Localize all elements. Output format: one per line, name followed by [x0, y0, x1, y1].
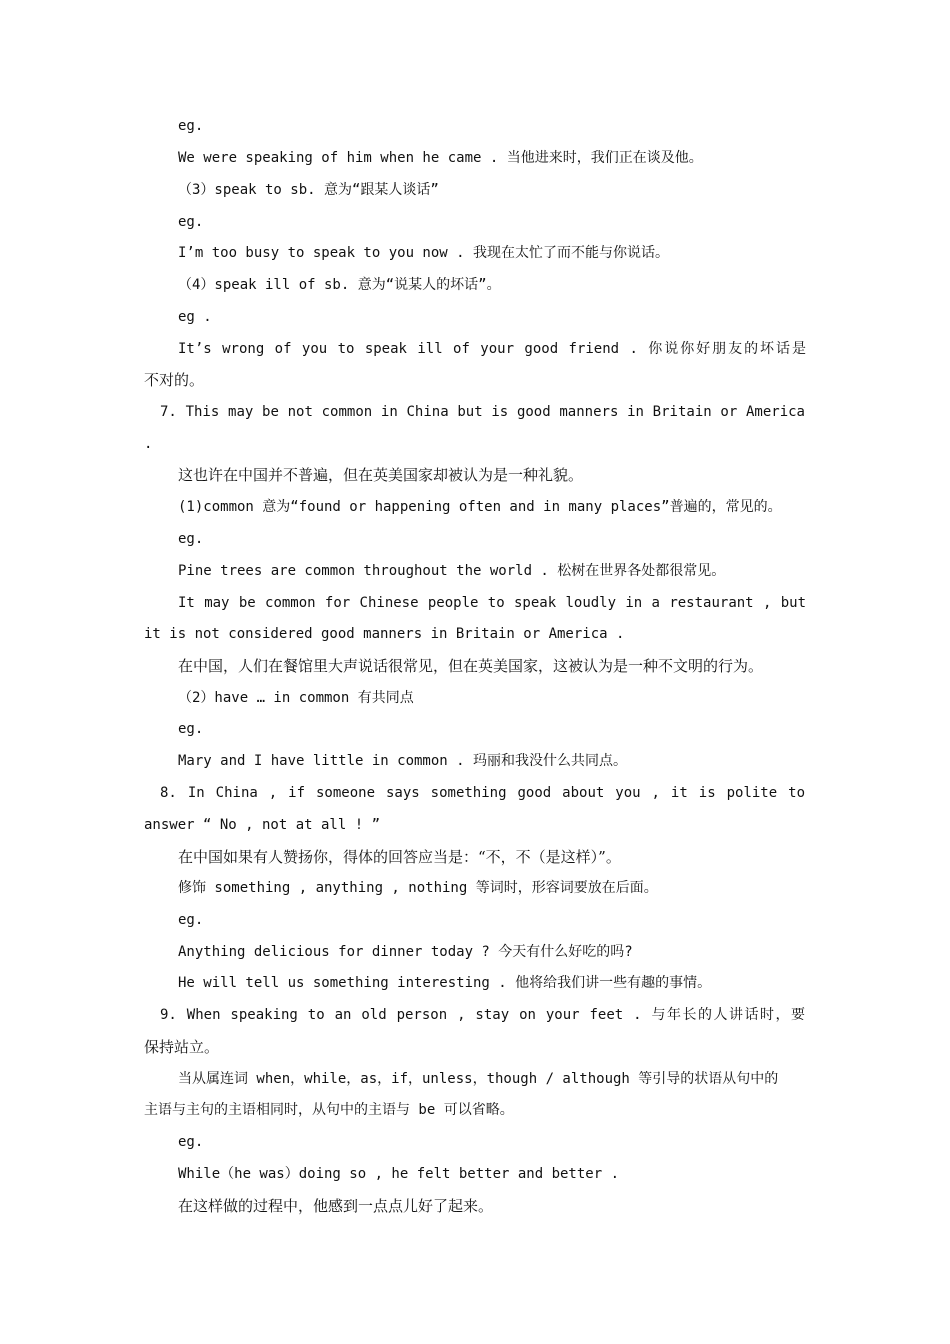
text-line: 这也许在中国并不普遍，但在英美国家却被认为是一种礼貌。 [178, 466, 584, 484]
text-line: it is not considered good manners in Britain or America . [144, 626, 625, 642]
text-line: （4）speak ill of sb. 意为“说某人的坏话”。 [178, 277, 501, 293]
text-line: answer “ No , not at all ! ” [144, 817, 381, 833]
text-line: eg. [178, 1134, 204, 1150]
text-line: Mary and I have little in common . 玛丽和我没什么共同点。 [178, 753, 628, 769]
text-line: Anything delicious for dinner today ? 今天有什么好吃的吗? [178, 944, 633, 960]
numbered-item-8: 8. In China , if someone says something good about you , it is polite to [160, 785, 805, 801]
text-line: eg. [178, 531, 204, 547]
text-line: 不对的。 [144, 371, 205, 389]
text-line: Pine trees are common throughout the world . 松树在世界各处都很常见。 [178, 563, 726, 579]
text-line: 在中国，人们在餐馆里大声说话很常见，但在英美国家，这被认为是一种不文明的行为。 [178, 657, 764, 675]
text-line: eg . [178, 309, 212, 325]
numbered-item-7: 7. This may be not common in China but is good manners in Britain or America [160, 404, 805, 420]
text-line: 当从属连词 when，while，as，if，unless，though / although 等引导的状语从句中的 [178, 1071, 779, 1087]
text-line: It’s wrong of you to speak ill of your good friend . 你说你好朋友的坏话是 [178, 341, 806, 357]
numbered-item-9: 9. When speaking to an old person , stay on your feet . 与年长的人讲话时，要 [160, 1007, 805, 1023]
text-line: （3）speak to sb. 意为“跟某人谈话” [178, 182, 439, 198]
text-line: eg. [178, 912, 204, 928]
text-line: 修饰 something , anything , nothing 等词时，形容词要放在后面。 [178, 880, 658, 896]
text-line: eg. [178, 214, 204, 230]
text-line: He will tell us something interesting . 他将给我们讲一些有趣的事情。 [178, 975, 712, 991]
text-line: We were speaking of him when he came . 当他进来时，我们正在谈及他。 [178, 150, 703, 166]
text-line: While（he was）doing so , he felt better and better . [178, 1166, 620, 1182]
text-line: eg. [178, 118, 204, 134]
text-line: (1)common 意为“found or happening often and in many places”普遍的，常见的。 [178, 499, 782, 515]
text-line: I’m too busy to speak to you now . 我现在太忙了而不能与你说话。 [178, 245, 670, 261]
text-line: . [144, 436, 153, 452]
text-line: （2）have … in common 有共同点 [178, 690, 414, 706]
text-line: 在中国如果有人赞扬你，得体的回答应当是：“不，不（是这样）”。 [178, 848, 621, 866]
text-line: It may be common for Chinese people to speak loudly in a restaurant , but [178, 595, 806, 611]
text-line: 主语与主句的主语相同时，从句中的主语与 be 可以省略。 [144, 1102, 514, 1118]
text-line: 在这样做的过程中，他感到一点点儿好了起来。 [178, 1197, 494, 1215]
text-line: eg. [178, 721, 204, 737]
text-line: 保持站立。 [144, 1038, 220, 1056]
